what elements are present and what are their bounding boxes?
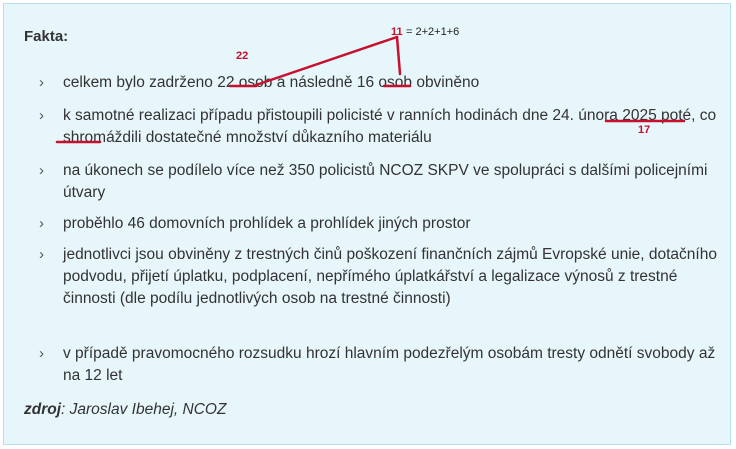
list-item	[39, 213, 719, 235]
chevron-right-icon: ›	[39, 215, 44, 232]
fact-text: v případě pravomocného rozsudku hrozí hlavním podezřelým osobám tresty odnětí svobody až na 12 let	[63, 345, 716, 384]
highlight-year: 2025	[622, 107, 657, 124]
annotation-11: 11	[391, 26, 403, 38]
highlight-16: 16	[356, 74, 375, 91]
chevron-right-icon: ›	[39, 74, 44, 91]
fact-text: na úkonech se podílelo více než 350 policistů NCOZ SKPV ve spolupráci s dalšími policejními útvary	[63, 162, 708, 201]
chevron-right-icon: ›	[39, 345, 44, 362]
chevron-right-icon: ›	[39, 107, 44, 124]
list-item	[39, 244, 719, 310]
annotation-11-formula: = 2+2+1+6	[406, 26, 460, 38]
annotation-22: 22	[236, 50, 249, 62]
panel-title: Fakta:	[24, 28, 69, 45]
fact-text: proběhlo 46 domovních prohlídek a prohlídek jiných prostor	[63, 215, 471, 232]
source-text: : Jaroslav Ibehej, NCOZ	[61, 401, 227, 418]
list-item	[39, 343, 719, 387]
highlight-22: 22	[217, 74, 235, 91]
chevron-right-icon: ›	[39, 162, 44, 179]
annotation-17: 17	[638, 124, 651, 136]
fact-text: k samotné realizaci případu přistoupili policisté v ranních hodinách dne 24. února 2025 poté, co shromáždili dostatečné množství důkazního materiálu	[63, 107, 717, 146]
source-line	[24, 401, 226, 419]
list-item	[39, 160, 719, 204]
facts-panel	[3, 3, 731, 445]
list-item	[39, 72, 719, 94]
list-item	[39, 105, 719, 149]
source-label: zdroj	[24, 401, 62, 418]
chevron-right-icon: ›	[39, 246, 44, 263]
fact-text: celkem bylo zadrženo 22 osob a následně 16 osob obviněno	[63, 74, 480, 91]
fact-text: jednotlivci jsou obviněny z trestných činů poškození finančních zájmů Evropské unie, dotačního podvodu, přijetí úplatku, podplacení, nepřímého úplatkářství a legalizace výnosů z trestné činnosti (dle podílu jednotlivých osob na trestné činnosti)	[63, 246, 717, 307]
highlight-date: 24. února	[552, 107, 618, 124]
